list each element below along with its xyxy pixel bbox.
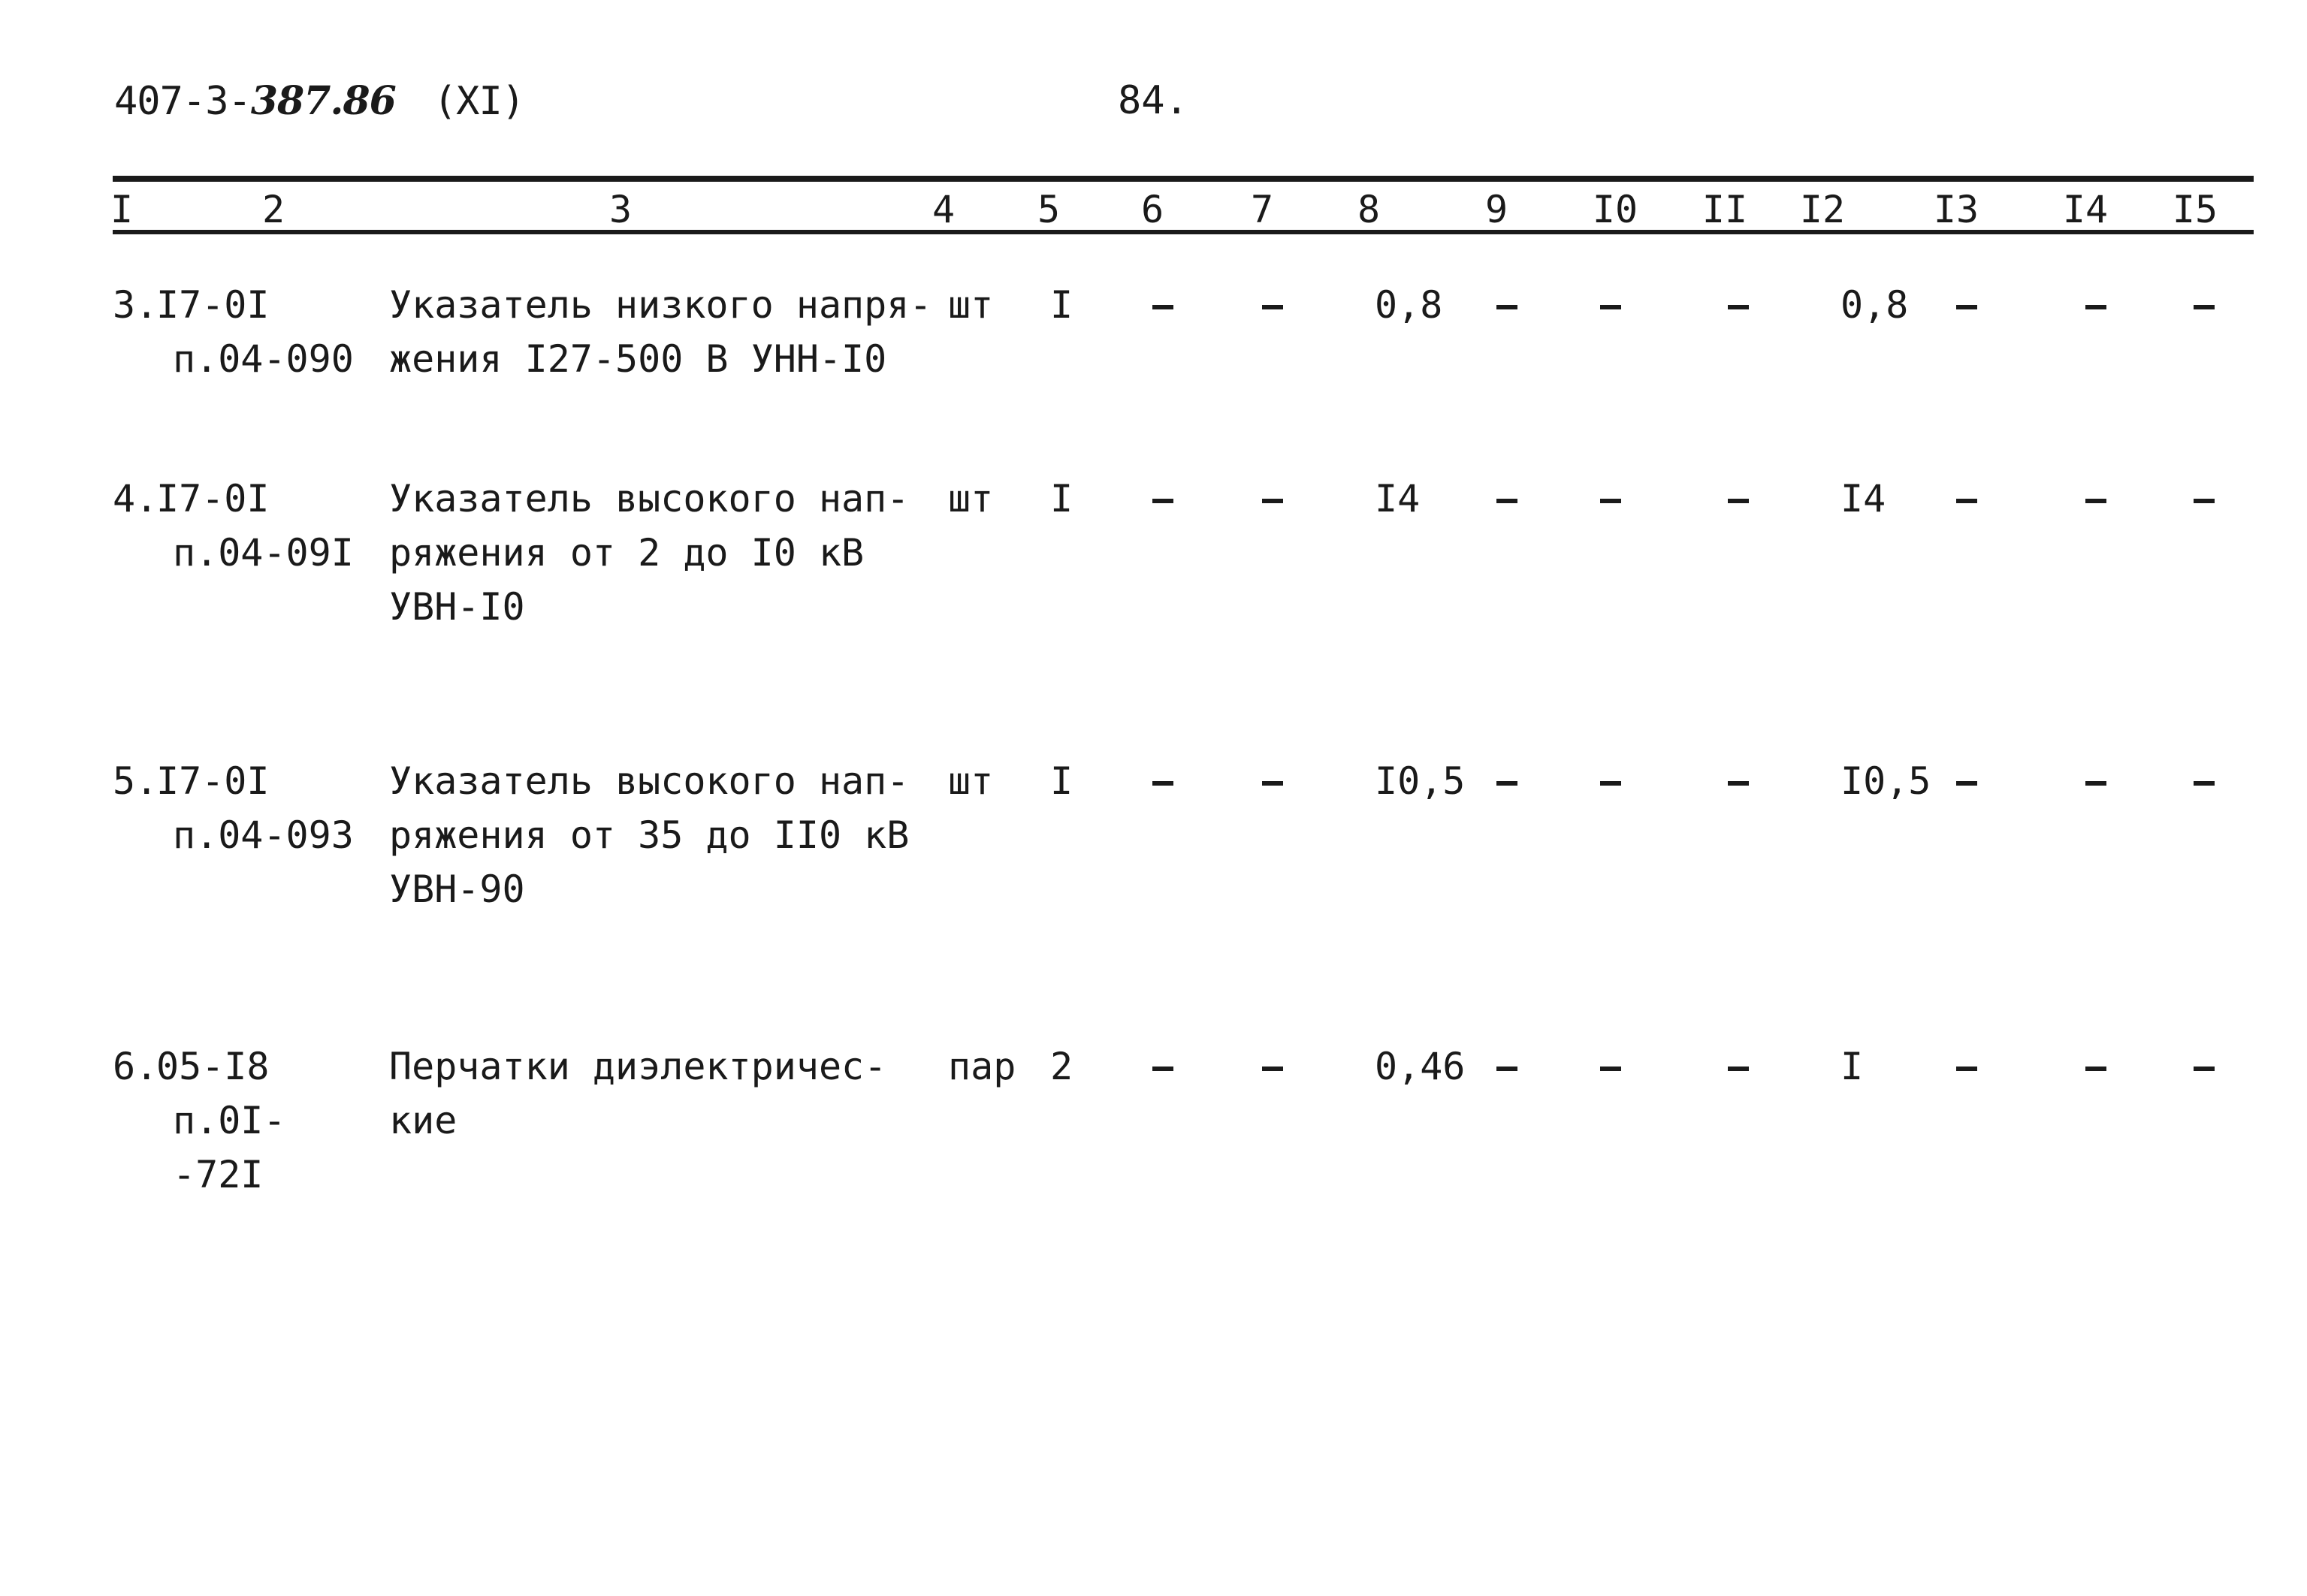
- cell-c10-dash: [1600, 781, 1621, 786]
- cell-c8: I4: [1375, 477, 1421, 520]
- cell-c13-dash: [1956, 499, 1977, 503]
- column-header-10: I0: [1592, 188, 1638, 231]
- column-header-13: I3: [1933, 188, 1979, 231]
- cell-c7-dash: [1262, 305, 1283, 309]
- cell-c9-dash: [1496, 499, 1517, 503]
- unit-of-measure: шт: [948, 283, 994, 327]
- column-header-11: II: [1702, 188, 1748, 231]
- cell-c15-dash: [2194, 499, 2215, 503]
- unit-of-measure: шт: [948, 759, 994, 803]
- row-number: 5.: [113, 759, 159, 803]
- cell-c6-dash: [1152, 305, 1173, 309]
- cell-c13-dash: [1956, 1067, 1977, 1071]
- column-header-1: I: [110, 188, 134, 231]
- unit-of-measure: пар: [948, 1045, 1016, 1088]
- column-header-3: 3: [608, 188, 633, 231]
- sheet-label: (XI): [433, 79, 525, 124]
- cell-c6-dash: [1152, 499, 1173, 503]
- doc-code-prefix: 407-3-: [114, 79, 251, 124]
- column-header-15: I5: [2172, 188, 2218, 231]
- column-header-5: 5: [1037, 188, 1061, 231]
- cell-c9-dash: [1496, 305, 1517, 309]
- column-header-14: I4: [2062, 188, 2109, 231]
- item-name: Указатель высокого нап-: [389, 477, 910, 520]
- quantity: 2: [1050, 1045, 1073, 1088]
- item-name: УВН-I0: [389, 585, 525, 629]
- cell-c11-dash: [1728, 1067, 1749, 1071]
- norm-code: п.0I-: [173, 1099, 286, 1142]
- quantity: I: [1050, 283, 1073, 327]
- cell-c14-dash: [2085, 1067, 2106, 1071]
- column-header-7: 7: [1250, 188, 1274, 231]
- page-number: 84.: [1118, 78, 1188, 123]
- norm-code: I7-0I: [156, 283, 270, 327]
- item-name: Перчатки диэлектричес-: [389, 1045, 887, 1088]
- row-number: 4.: [113, 477, 159, 520]
- cell-c13-dash: [1956, 781, 1977, 786]
- row-number: 6.: [113, 1045, 159, 1088]
- item-name: Указатель высокого нап-: [389, 759, 910, 803]
- norm-code: п.04-093: [173, 813, 354, 857]
- cell-c7-dash: [1262, 499, 1283, 503]
- cell-c7-dash: [1262, 1067, 1283, 1071]
- cell-c8: 0,8: [1375, 283, 1443, 327]
- item-name: жения I27-500 В УНН-I0: [389, 337, 887, 381]
- cell-c14-dash: [2085, 499, 2106, 503]
- cell-c10-dash: [1600, 1067, 1621, 1071]
- norm-code: -72I: [173, 1153, 264, 1196]
- cell-c15-dash: [2194, 305, 2215, 309]
- cell-c6-dash: [1152, 1067, 1173, 1071]
- item-name: кие: [389, 1099, 457, 1142]
- cell-c12: I: [1840, 1045, 1864, 1088]
- cell-c12: I4: [1840, 477, 1886, 520]
- quantity: I: [1050, 759, 1073, 803]
- cell-c12: 0,8: [1840, 283, 1909, 327]
- cell-c15-dash: [2194, 781, 2215, 786]
- column-header-6: 6: [1140, 188, 1164, 231]
- cell-c11-dash: [1728, 499, 1749, 503]
- norm-code: п.04-09I: [173, 531, 354, 575]
- cell-c11-dash: [1728, 305, 1749, 309]
- cell-c11-dash: [1728, 781, 1749, 786]
- quantity: I: [1050, 477, 1073, 520]
- document-code: [114, 78, 524, 124]
- column-header-4: 4: [932, 188, 956, 231]
- cell-c8: I0,5: [1375, 759, 1466, 803]
- item-name: ряжения от 2 до I0 кВ: [389, 531, 865, 575]
- cell-c13-dash: [1956, 305, 1977, 309]
- cell-c6-dash: [1152, 781, 1173, 786]
- column-header-12: I2: [1799, 188, 1846, 231]
- cell-c10-dash: [1600, 499, 1621, 503]
- norm-code: I7-0I: [156, 477, 270, 520]
- column-header-2: 2: [261, 188, 285, 231]
- item-name: УВН-90: [389, 867, 525, 911]
- cell-c8: 0,46: [1375, 1045, 1466, 1088]
- cell-c9-dash: [1496, 1067, 1517, 1071]
- norm-code: п.04-090: [173, 337, 354, 381]
- cell-c9-dash: [1496, 781, 1517, 786]
- norm-code: 05-I8: [156, 1045, 270, 1088]
- row-number: 3.: [113, 283, 159, 327]
- cell-c12: I0,5: [1840, 759, 1931, 803]
- column-header-8: 8: [1357, 188, 1381, 231]
- cell-c14-dash: [2085, 781, 2106, 786]
- cell-c10-dash: [1600, 305, 1621, 309]
- cell-c7-dash: [1262, 781, 1283, 786]
- cell-c15-dash: [2194, 1067, 2215, 1071]
- norm-code: I7-0I: [156, 759, 270, 803]
- doc-code-handwritten: 387.86: [250, 78, 396, 124]
- table-header-rule: [113, 230, 2254, 234]
- unit-of-measure: шт: [948, 477, 994, 520]
- table-top-rule: [113, 176, 2254, 182]
- cell-c14-dash: [2085, 305, 2106, 309]
- column-header-9: 9: [1484, 188, 1508, 231]
- item-name: ряжения от 35 до II0 кВ: [389, 813, 910, 857]
- item-name: Указатель низкого напря-: [389, 283, 932, 327]
